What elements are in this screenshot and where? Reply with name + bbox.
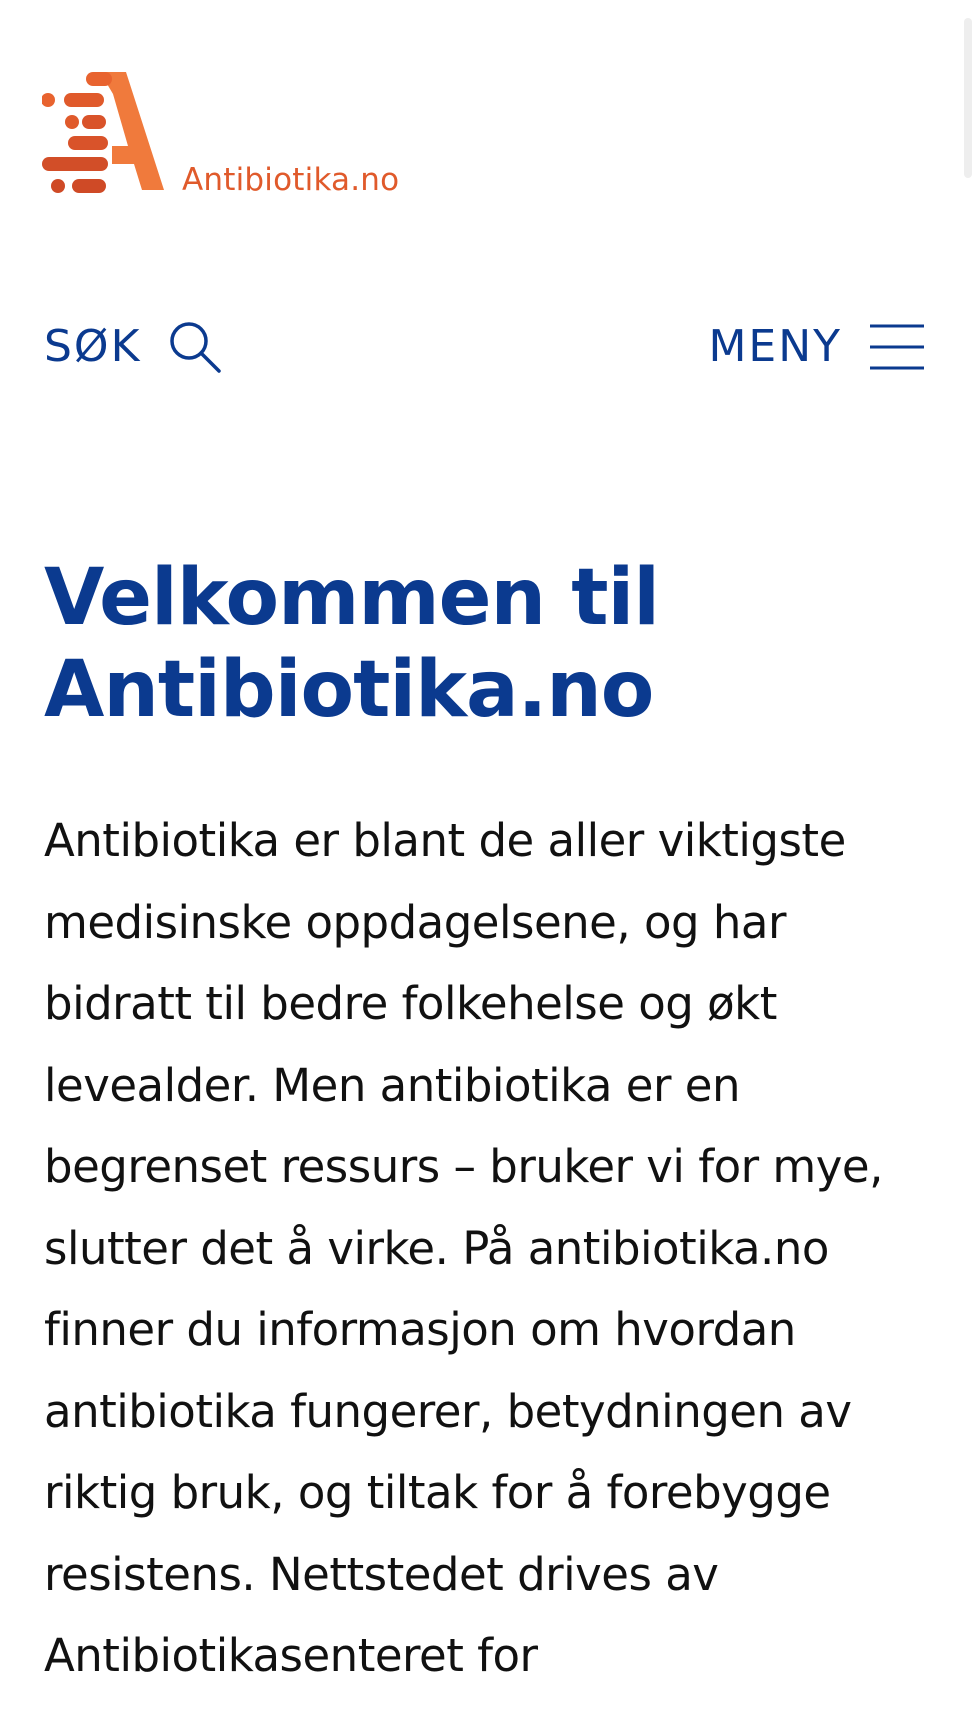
logo-text: Antibiotika.no [182, 162, 400, 198]
site-logo[interactable] [42, 72, 402, 202]
intro-paragraph: Antibiotika er blant de aller viktigste medisinske oppdagelsene, og har bidratt til bedre folkehelse og økt levealder. Men antibiotika er en begrenset ressurs – bruker vi for mye, slutter det å virke. På antibiotika.no finner du informasjon om hvordan antibiotika fungerer, betydningen av riktig bruk, og tiltak for å forebygge resistens. Nettstedet drives av Antibiotikasenteret for [44, 814, 883, 1682]
menu-label: MENY [708, 321, 842, 372]
menu-button[interactable] [708, 318, 924, 376]
scrollbar[interactable] [964, 18, 972, 178]
search-button[interactable] [44, 318, 223, 376]
hamburger-menu-icon [870, 323, 924, 371]
search-icon [167, 319, 223, 375]
search-label: SØK [44, 321, 142, 372]
antibiotika-a-logo-icon [42, 72, 167, 200]
page-title: Velkommen til Antibiotika.no [44, 553, 659, 735]
